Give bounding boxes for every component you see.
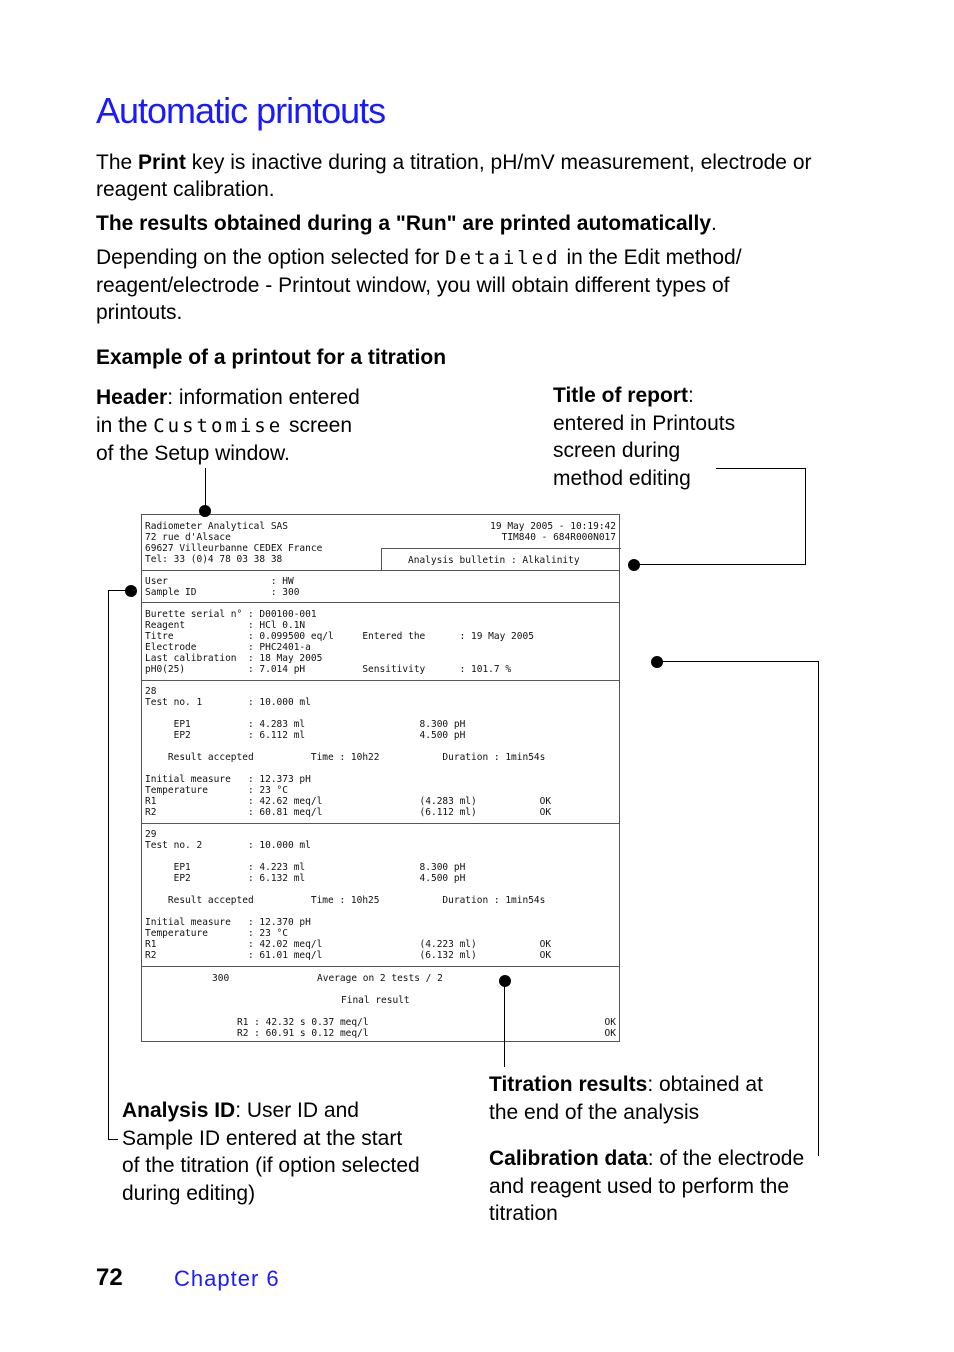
titration-callout-line [504, 981, 505, 1067]
titration-results-annotation [489, 1071, 763, 1126]
title-callout-line [805, 468, 806, 565]
report-divider [142, 823, 619, 824]
analysis-id-label: Analysis ID [122, 1099, 236, 1122]
print-key-label: Print [138, 151, 186, 174]
report-average-id: 300 [212, 973, 230, 984]
calibration-data-label: Calibration data [489, 1147, 648, 1170]
title-annotation-colon: : [687, 384, 694, 407]
report-test-1: 28 Test no. 1 : 10.000 ml EP1 : 4.283 ml 8.300 pH EP2 : 6.112 ml 4.500 pH Result accepted Time : 10h22 Duration : 1min54s Initial measure : 12.373 pH Temperature : 23 °C R1 : 42.62 meq/l (4.283 ml) OK R2 : 60.81 meq/l (6.112 ml) OK [145, 686, 552, 818]
analysis-id-line1: : User ID and [235, 1099, 359, 1122]
calibration-data-annotation [489, 1145, 804, 1228]
analysis-id-line4: during editing) [122, 1181, 256, 1205]
chapter-label: Chapter 6 [174, 1266, 280, 1291]
report-final-ok: OK OK [604, 1017, 616, 1039]
report-final-result-label: Final result [341, 995, 410, 1006]
report-calibration-data: Burette serial n° : D00100-001 Reagent : HCl 0.1N Titre : 0.099500 eq/l Entered the : 19 May 2005 Electrode : PHC2401-a Last calibration : 18 May 2005 pH0(25) : 7.014 pH Sensitivity : 101.7 % [145, 609, 534, 675]
page-number: 72 [96, 1264, 123, 1291]
report-test-2: 29 Test no. 2 : 10.000 ml EP1 : 4.223 ml 8.300 pH EP2 : 6.132 ml 4.500 pH Result accepted Time : 10h25 Duration : 1min54s Initial measure : 12.370 pH Temperature : 23 °C R1 : 42.02 meq/l (4.223 ml) OK R2 : 61.01 meq/l (6.132 ml) OK [145, 829, 552, 961]
analysis-callout-dot [125, 585, 137, 597]
titration-results-label: Titration results [489, 1073, 648, 1096]
run-results-paragraph [96, 210, 816, 237]
detailed-text-post: in the Edit method/ reagent/electrode - Printout window, you will obtain different types of printouts. [96, 246, 742, 324]
calibration-data-line1: : of the electrode [647, 1147, 805, 1170]
analysis-id-line2: Sample ID entered at the start [122, 1126, 403, 1150]
title-annotation-line4: method editing [553, 466, 691, 490]
calibration-data-line3: titration [489, 1202, 558, 1225]
report-final-results: R1 : 42.32 s 0.37 meq/l R2 : 60.91 s 0.12 meq/l [237, 1017, 369, 1039]
run-results-dot: . [711, 212, 717, 235]
analysis-callout-line [108, 1139, 118, 1140]
titration-callout-dot [499, 975, 511, 987]
header-callout-dot [199, 505, 211, 517]
analysis-id-annotation [122, 1097, 420, 1207]
header-annotation-text4: of the Setup window. [96, 442, 290, 465]
header-annotation-text1: : information entered [167, 386, 360, 409]
intro-text-pre: The [96, 151, 139, 174]
report-serial: TIM840 - 684R000N017 [501, 532, 616, 543]
printout-report [141, 514, 620, 1042]
example-subheading: Example of a printout for a titration [96, 346, 447, 369]
analysis-id-line3: of the titration (if option selected [122, 1154, 420, 1177]
detailed-option-paragraph [96, 244, 796, 326]
intro-text-post: key is inactive during a titration, pH/mV measurement, electrode or reagent calibration. [96, 151, 812, 201]
run-results-text: The results obtained during a "Run" are printed automatically [96, 212, 712, 235]
report-divider [142, 602, 619, 603]
title-annotation-line2: entered in Printouts [553, 411, 736, 435]
titration-results-line2: the end of the analysis [489, 1100, 700, 1124]
header-annotation-text3: screen [283, 413, 353, 437]
header-annotation [96, 384, 360, 468]
report-divider [142, 966, 619, 967]
report-average-label: Average on 2 tests / 2 [317, 973, 443, 984]
report-company-info: Radiometer Analytical SAS 72 rue d'Alsace 69627 Villeurbanne CEDEX France Tel: 33 (0)4 78 03 38 38 [145, 521, 323, 565]
report-title-box [381, 548, 621, 571]
title-annotation [553, 382, 735, 492]
title-callout-line [634, 564, 806, 565]
titration-results-line1: : obtained at [647, 1073, 763, 1096]
customise-keyword: Customise [153, 414, 284, 437]
title-callout-line [716, 468, 806, 469]
page-title: Automatic printouts [96, 90, 386, 131]
detailed-keyword: Detailed [445, 247, 561, 269]
analysis-callout-line [108, 590, 109, 1140]
header-annotation-label: Header [96, 386, 168, 409]
report-divider [142, 570, 619, 571]
calibration-data-line2: and reagent used to perform the [489, 1174, 790, 1198]
report-title: Analysis bulletin : Alkalinity [408, 555, 580, 566]
report-divider [142, 680, 619, 681]
detailed-text-pre: Depending on the option selected for [96, 246, 446, 269]
report-analysis-id: User : HW Sample ID : 300 [145, 576, 300, 598]
title-annotation-line3: screen during [553, 439, 681, 462]
calibration-callout-line [818, 661, 819, 1156]
header-annotation-text2: in the [96, 413, 154, 437]
calibration-callout-dot [651, 656, 663, 668]
intro-paragraph [96, 149, 816, 203]
title-annotation-label: Title of report [553, 384, 688, 407]
report-date: 19 May 2005 - 10:19:42 [490, 521, 616, 532]
title-callout-dot [628, 559, 640, 571]
calibration-callout-line [657, 661, 819, 662]
